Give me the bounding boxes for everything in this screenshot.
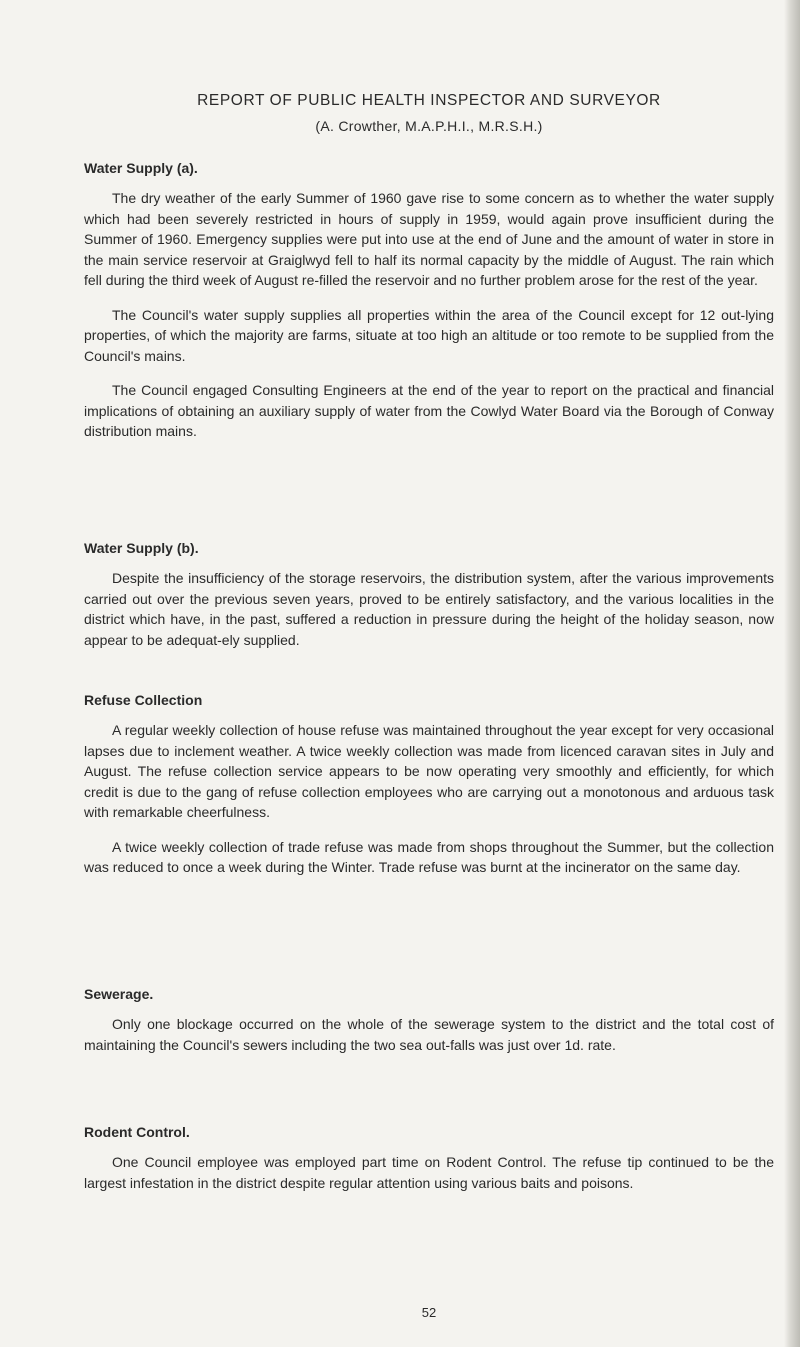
section-refuse-collection: [84, 692, 774, 892]
paragraph: The Council's water supply supplies all properties within the area of the Council except for 12 out-lying properties, of which the majority are farms, situate at too high an altitude or too remote to be supplied from the Council's mains.: [84, 306, 774, 364]
report-title: REPORT OF PUBLIC HEALTH INSPECTOR AND SURVEYOR: [197, 92, 661, 109]
paragraph: A regular weekly collection of house refuse was maintained throughout the year except for very occasional lapses due to inclement weather. A twice weekly collection was made from licenced caravan sites in July and August. The refuse collection service appears to be now operating very smoothly and efficiently, for which credit is due to the gang of refuse collection employees who are carrying out a monotonous and arduous task with remarkable cheerfulness.: [84, 722, 774, 820]
paragraph: A twice weekly collection of trade refuse was made from shops throughout the Summer, but the collection was reduced to once a week during the Winter. Trade refuse was burnt at the incinerator on the same day.: [84, 838, 774, 875]
section-heading: Sewerage.: [84, 986, 154, 1002]
section-heading: Water Supply (a).: [84, 160, 198, 176]
section-heading: Refuse Collection: [84, 692, 203, 708]
section-water-supply-a: [84, 160, 774, 456]
section-heading: Rodent Control.: [84, 1124, 190, 1140]
paragraph: Despite the insufficiency of the storage reservoirs, the distribution system, after the various improvements carried out over the previous seven years, proved to be entirely satisfactory, and the various localities in the district which have, in the past, suffered a reduction in pressure during the height of the holiday season, now appear to be adequat-ely supplied.: [84, 570, 774, 648]
page-number: 52: [421, 1305, 437, 1320]
paragraph: Only one blockage occurred on the whole of the sewerage system to the district and the total cost of maintaining the Council's sewers including the two sea out-falls was just over 1d. rate.: [84, 1016, 774, 1053]
section-rodent-control: [84, 1124, 774, 1207]
page-edge-shadow: [784, 0, 800, 1347]
section-heading: Water Supply (b).: [84, 540, 199, 556]
section-sewerage: [84, 986, 774, 1069]
paragraph: The Council engaged Consulting Engineers at the end of the year to report on the practical and financial implications of obtaining an auxiliary supply of water from the Cowlyd Water Board via the Borough of Conway distribution mains.: [84, 382, 774, 439]
section-water-supply-b: [84, 540, 774, 664]
paragraph: One Council employee was employed part time on Rodent Control. The refuse tip continued to be the largest infestation in the district despite regular attention using various baits and poisons.: [84, 1154, 774, 1191]
paragraph: The dry weather of the early Summer of 1960 gave rise to some concern as to whether the water supply which had been severely restricted in hours of supply in 1959, would again prove insufficient during the Summer of 1960. Emergency supplies were put into use at the end of June and the amount of water in store in the main service reservoir at Graiglwyd fell to half its normal capacity by the middle of August. The rain which fell during the third week of August re-filled the reservoir and no further problem arose for the rest of the year.: [84, 190, 774, 288]
author-line: (A. Crowther, M.A.P.H.I., M.R.S.H.): [315, 118, 543, 134]
